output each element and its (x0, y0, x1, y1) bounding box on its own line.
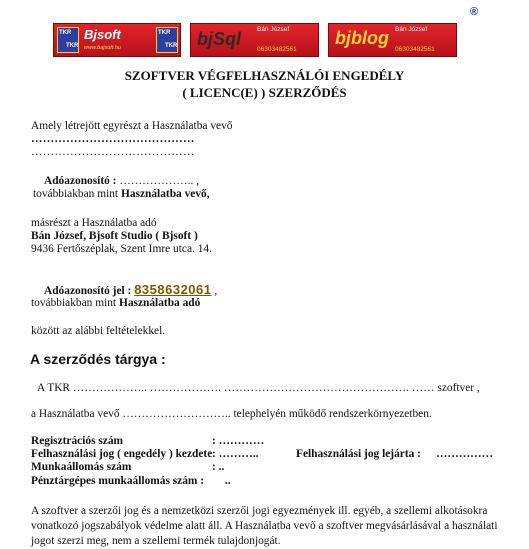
bjblog-logo-name: bjblog (335, 28, 389, 48)
tkr-badge-left: TKR TKR (57, 27, 79, 53)
workstation-label: Munkaállomás szám (31, 461, 132, 473)
buyer-tax-value: ……………….. , (119, 175, 200, 187)
registered-mark: ® (470, 6, 479, 18)
start-label: Felhasználási jog ( engedély ) kezdete (31, 448, 213, 460)
subject-line-1a: A TKR ……………….. ………………. (37, 382, 221, 394)
buyer-tax-label: Adóazonosító : (44, 175, 117, 187)
subject-line-1 (37, 382, 480, 394)
subject-line-2 (31, 408, 432, 420)
intro-text: Amely létrejött egyrészt a Használatba vevő (31, 120, 233, 132)
seller-role-line (31, 297, 200, 309)
seller-address: 9436 Fertőszéplak, Szent Imre utca. 14. (31, 243, 212, 255)
bjblog-logo[interactable] (328, 23, 457, 57)
bjsql-logo-phone: 06303482561 (257, 46, 297, 53)
seller-tax-value: 8358632061 (134, 282, 212, 297)
subject-line-1b: …………………………………………. …… szoftver , (223, 382, 480, 394)
reg-value: : ………… (212, 435, 265, 447)
seller-tax-line (44, 282, 217, 297)
bjsql-logo-name: bjSql (197, 29, 241, 49)
bjblog-logo-owner: Bán József (395, 26, 428, 33)
end-value: …………… (436, 448, 493, 460)
cash-workstation-label: Pénztárgépes munkaállomás szám : (31, 475, 205, 487)
bjblog-logo-phone: 06303482561 (395, 46, 435, 53)
closing-paragraph: A szoftver a szerzői jog és a nemzetközi szerzői jogi egyezmények ill. egyéb, a szellemi alkotásokra vonatkozó jogszabályok védelme alatt áll. A Használatba vevő a szoftver megvásárlásával a használati jogot szerzi meg, nem a szellemi termék tulajdonjogát. (31, 505, 498, 547)
buyer-address-dots: …………………………………… (31, 146, 195, 158)
section-title: A szerződés tárgya : (30, 351, 166, 367)
bjsoft-logo-url: www.bajsoft.hu (84, 45, 121, 51)
end-label: Felhasználási jog lejárta : (296, 448, 421, 460)
buyer-role-line (33, 188, 210, 200)
bjsql-logo-owner: Bán József (257, 26, 290, 33)
reg-label: Regisztrációs szám (31, 435, 124, 447)
document-title-line2: ( LICENC(E) ) SZERZŐDÉS (182, 85, 347, 100)
hereinafter-text-2: továbbiakban mint (31, 297, 117, 309)
hereinafter-text: továbbiakban mint (33, 188, 119, 200)
cash-workstation-value: .. (225, 475, 231, 487)
subject-line-2a: a Használatba vevő ……………………….. (31, 408, 231, 420)
buyer-tax-line (44, 175, 199, 187)
buyer-name-dots: …………………………………… (31, 133, 195, 145)
seller-role: Használatba adó (118, 297, 201, 309)
workstation-value: : .. (212, 461, 225, 473)
other-side-text: másrészt a Használatba adó (31, 217, 157, 229)
start-value: : ……….. (212, 448, 259, 460)
subject-line-2b: telephelyén működő rendszerkörnyezetben. (233, 408, 432, 420)
seller-name: Bán József, Bjsoft Studio ( Bjsoft ) (31, 230, 198, 242)
seller-tax-suffix: , (214, 285, 218, 297)
buyer-role: Használatba vevő, (120, 188, 210, 200)
bjsoft-logo[interactable] (53, 23, 181, 57)
between-text: között az alábbi feltételekkel. (31, 325, 166, 337)
bjsql-logo[interactable] (190, 23, 319, 57)
tkr-badge-right: TKR TKR (156, 27, 178, 53)
bjsoft-logo-name: Bjsoft (84, 27, 121, 42)
seller-tax-label: Adóazonosító jel : (44, 285, 132, 297)
document-title-line1: SZOFTVER VÉGFELHASZNÁLÓI ENGEDÉLY (124, 68, 405, 83)
